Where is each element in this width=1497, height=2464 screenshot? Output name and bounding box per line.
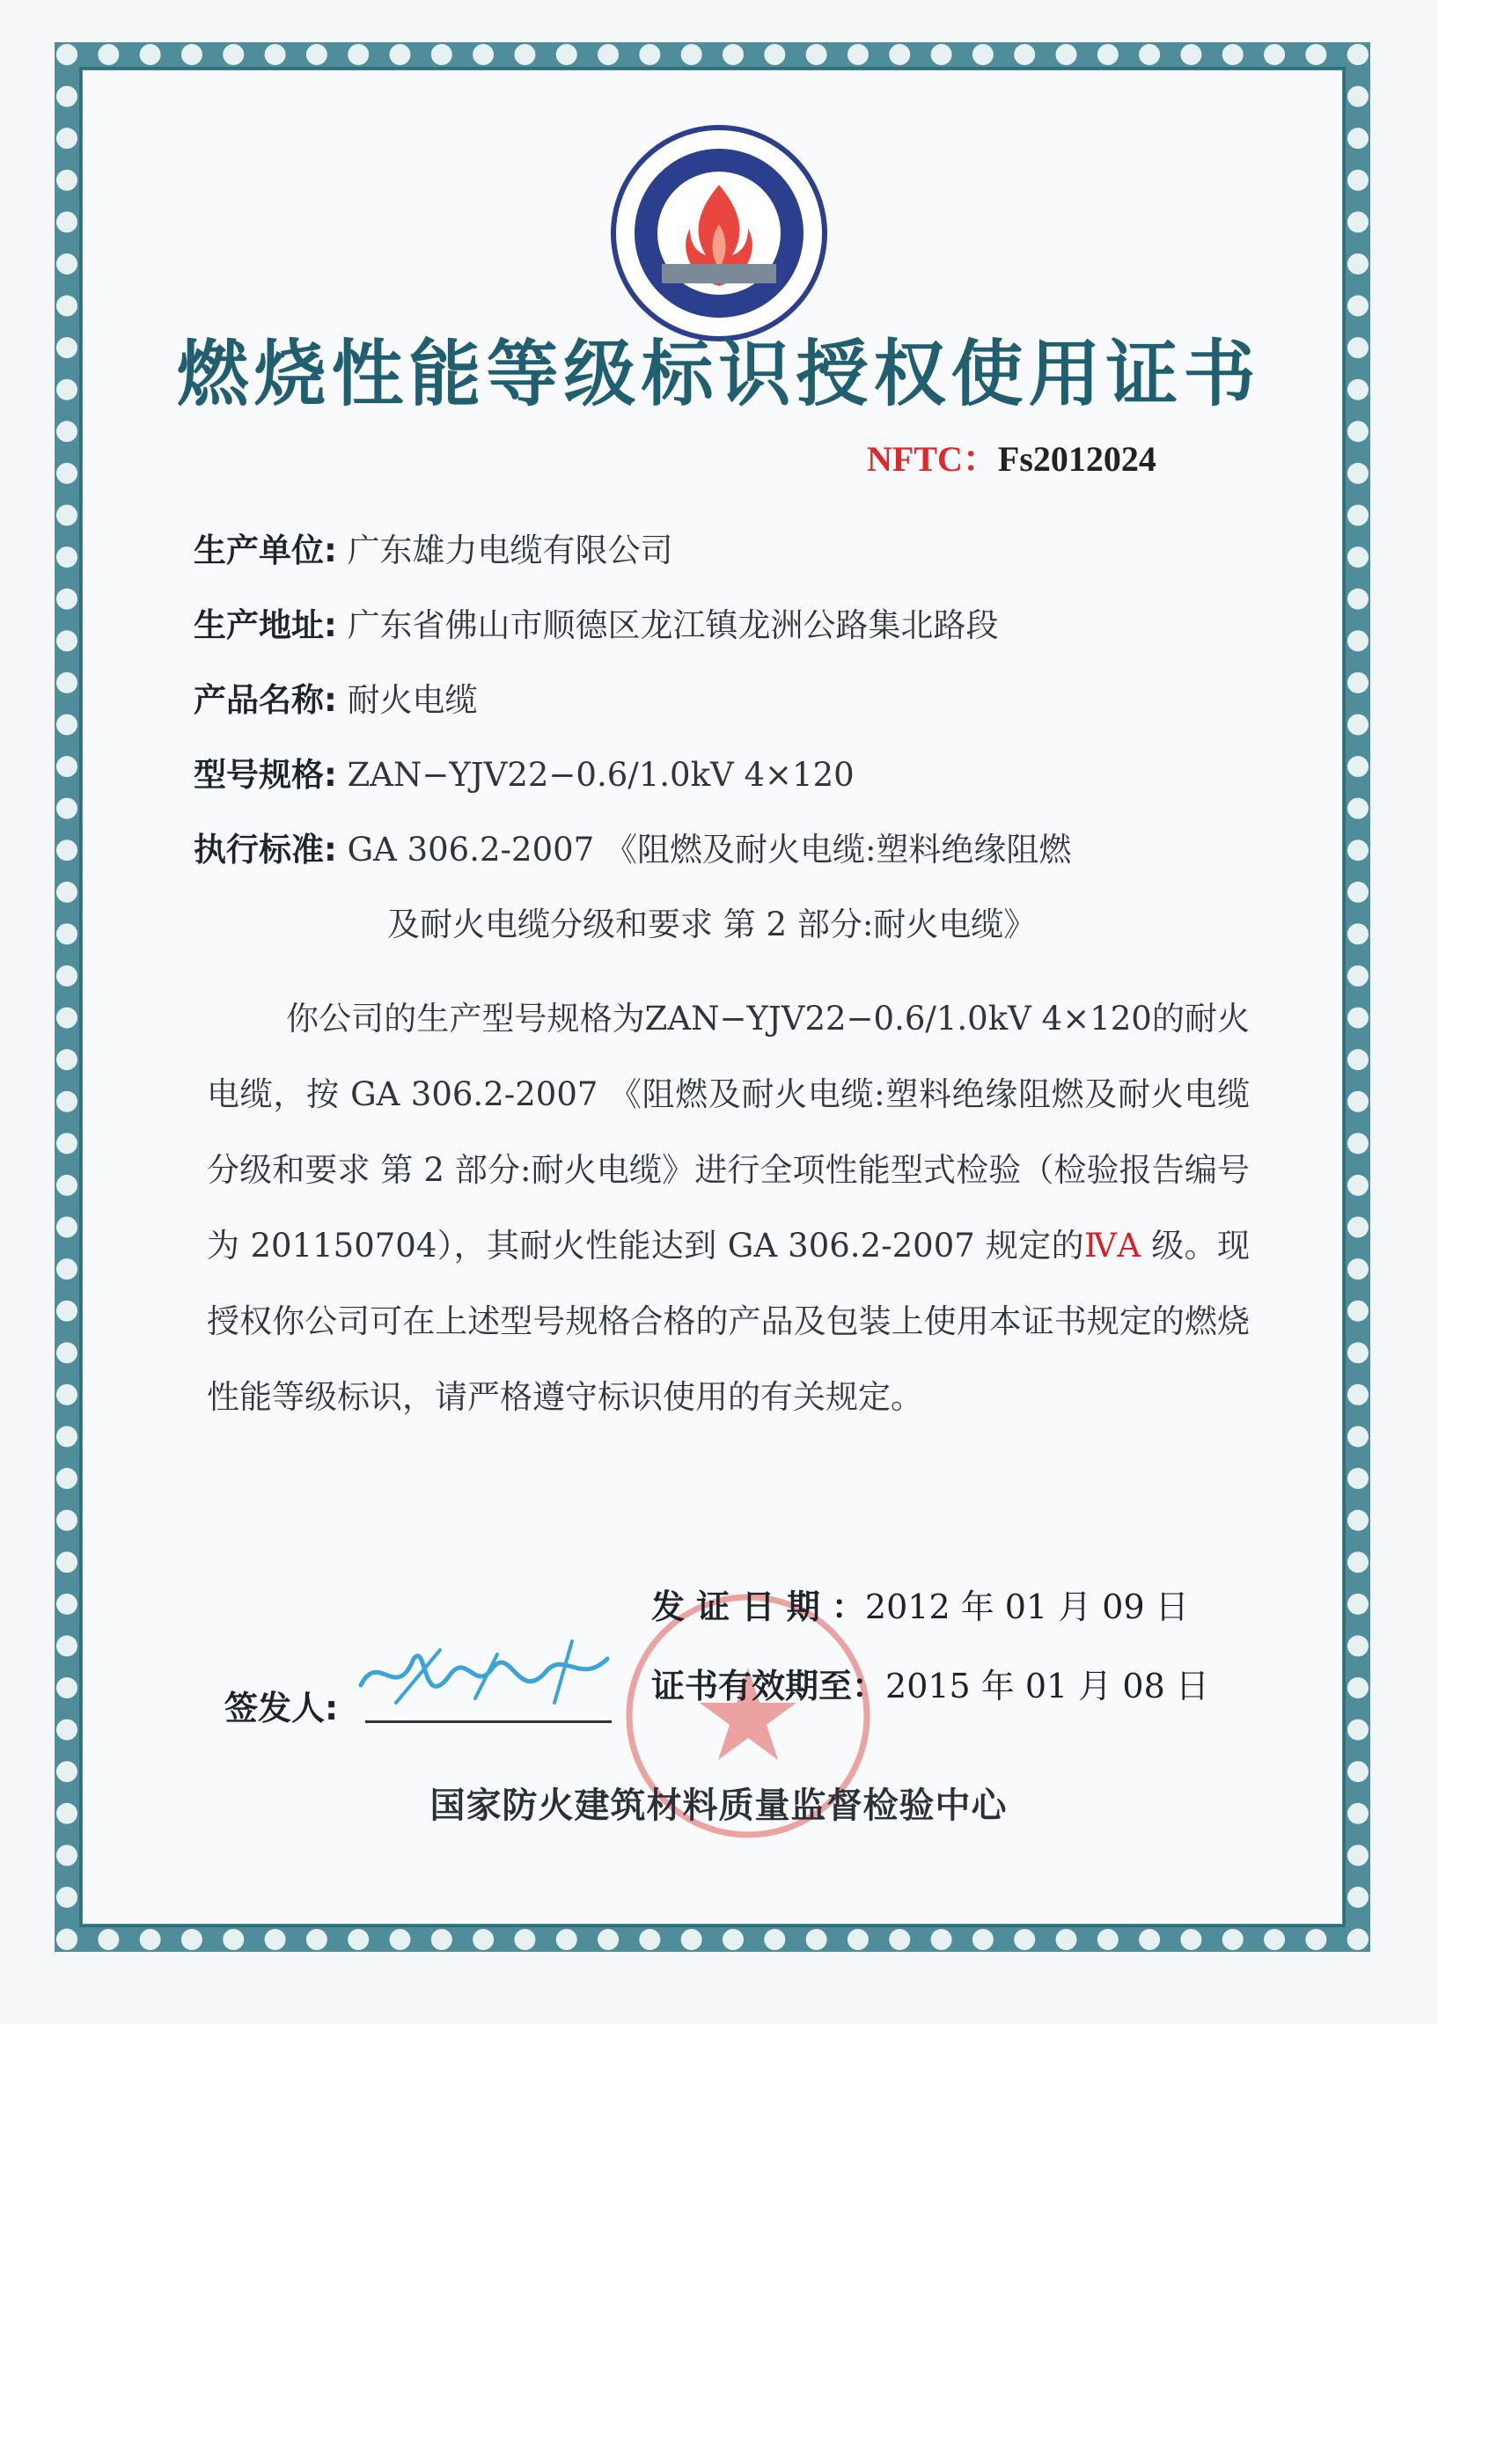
valid-until-row (651, 1659, 1209, 1707)
model-value: ZAN−YJV22−0.6/1.0kV 4×120 (347, 756, 855, 794)
product-label: 产品名称: (194, 681, 337, 719)
valid-until-label: 证书有效期至： (651, 1667, 886, 1705)
standard-row (194, 823, 1071, 870)
grade-value: ⅣA (1084, 1227, 1141, 1265)
certificate-body (207, 981, 1250, 1435)
certificate-title: 燃烧性能等级标识授权使用证书 (176, 333, 1261, 416)
product-row (194, 673, 478, 721)
address-label: 生产地址: (194, 606, 337, 644)
product-value: 耐火电缆 (347, 681, 478, 719)
handwritten-signature-icon (343, 1624, 634, 1729)
issue-date-row (651, 1580, 1189, 1628)
certificate-number-prefix: NFTC： (867, 439, 998, 479)
model-label: 型号规格: (194, 756, 337, 794)
address-value: 广东省佛山市顺德区龙江镇龙洲公路集北路段 (347, 606, 999, 644)
issuer-label: 签发人: (224, 1689, 339, 1727)
certificate-number-value: Fs2012024 (997, 439, 1156, 479)
issue-date-label: 发 证 日 期 ： (651, 1588, 865, 1626)
valid-until-value: 2015 年 01 月 08 日 (885, 1667, 1209, 1705)
standard-label: 执行标准: (194, 831, 337, 869)
certificate-number (867, 431, 1156, 481)
model-row (194, 748, 855, 796)
body-text-before-grade: 你公司的生产型号规格为ZAN−YJV22−0.6/1.0kV 4×120的耐火电缆，按 GA 306.2-2007 《阻燃及耐火电缆:塑料绝缘阻燃及耐火电缆分级和要求 第 2 部分:耐火电缆》进行全项性能型式检验（检验报告编号为 201150704），其耐火性能达到 GA 306.2-2007 规定的 (207, 1000, 1250, 1265)
center-logo-icon (609, 123, 829, 343)
manufacturer-row (194, 524, 673, 571)
body-text-after-grade: 级。现授权你公司可在上述型号规格合格的产品及包装上使用本证书规定的燃烧性能等级标识，请严格遵守标识使用的有关规定。 (207, 1227, 1250, 1416)
issue-date-value: 2012 年 01 月 09 日 (864, 1588, 1189, 1626)
signature-line (365, 1720, 612, 1723)
issuing-center: 国家防火建筑材料质量监督检验中心 (429, 1786, 1008, 1826)
address-row (194, 598, 999, 646)
manufacturer-label: 生产单位: (194, 532, 337, 569)
manufacturer-value: 广东雄力电缆有限公司 (347, 532, 673, 569)
standard-line1: GA 306.2-2007 《阻燃及耐火电缆:塑料绝缘阻燃 (347, 831, 1072, 869)
standard-row-2 (387, 898, 1036, 945)
standard-line2: 及耐火电缆分级和要求 第 2 部分:耐火电缆》 (387, 906, 1037, 943)
